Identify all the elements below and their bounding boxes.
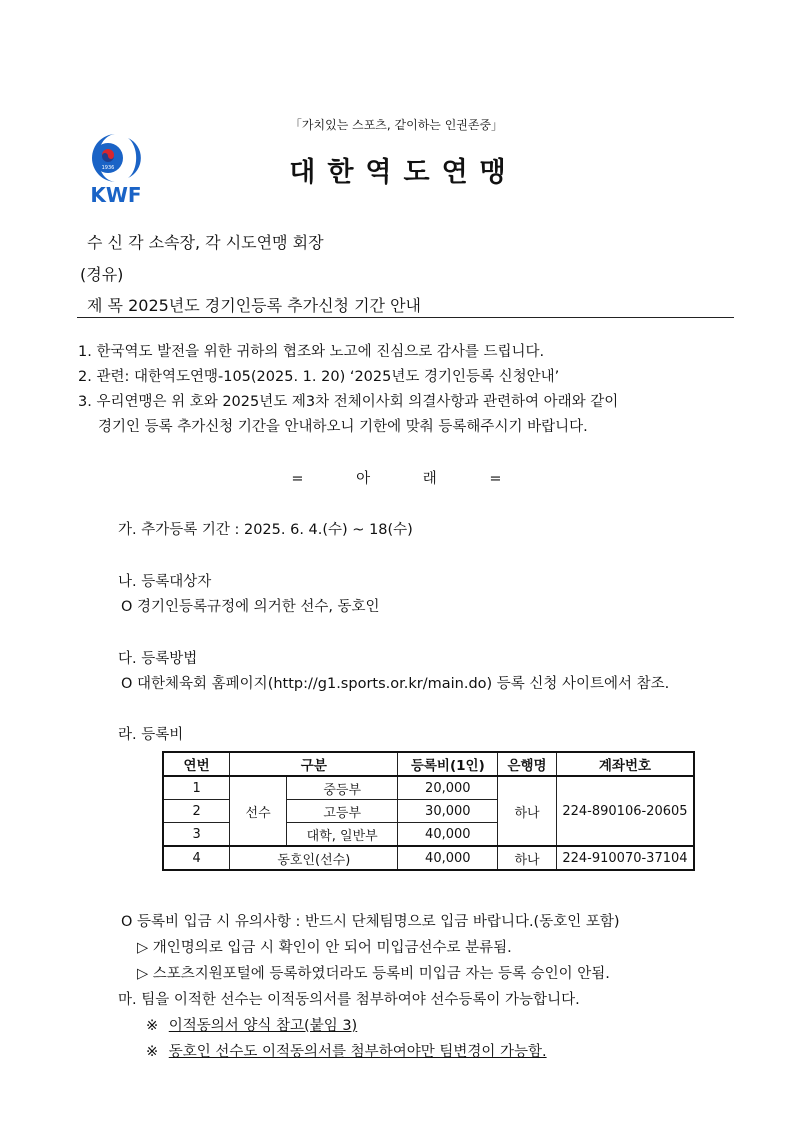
paragraph-3b: 경기인 등록 추가신청 기간을 안내하오니 기한에 맞춰 등록해주시기 바랍니다.: [98, 419, 588, 435]
paragraph-1: 1. 한국역도 발전을 위한 귀하의 협조와 노고에 진심으로 감사를 드립니다.: [78, 344, 545, 360]
row-no: 2: [163, 800, 230, 823]
section-ra-title: 라. 등록비: [118, 727, 184, 743]
reference-line-2: [146, 1040, 547, 1061]
row-subcategory: 중등부: [286, 776, 397, 800]
header-fee: 등록비(1인): [398, 752, 498, 776]
notice-left-mark: =: [291, 471, 304, 487]
player-account: 224-890106-20605: [556, 776, 694, 846]
reference-mark-1: ※: [146, 1018, 159, 1034]
header-divider: [77, 317, 734, 318]
row-fee: 40,000: [398, 846, 498, 870]
row-fee: 30,000: [398, 800, 498, 823]
logo-text: KWF: [90, 183, 142, 204]
slogan: 「가치있는 스포츠, 같이하는 인권존중」: [289, 118, 504, 132]
header-account: 계좌번호: [556, 752, 694, 776]
header-bank: 은행명: [498, 752, 557, 776]
table-header-row: [163, 752, 694, 776]
header-no: 연번: [163, 752, 230, 776]
via-line: (경유): [80, 265, 124, 284]
fee-table: [162, 751, 695, 871]
hobby-bank: 하나: [498, 846, 557, 870]
header-category: 구분: [230, 752, 398, 776]
organization-name: 대한역도연맹: [289, 157, 518, 188]
logo-year: 1936: [101, 165, 115, 171]
row-fee: 20,000: [398, 776, 498, 800]
table-row: [163, 776, 694, 800]
hobby-label: 동호인(선수): [230, 846, 398, 870]
recipient-line: 수 신 각 소속장, 각 시도연맹 회장: [87, 233, 324, 252]
section-na-title: 나. 등록대상자: [118, 574, 212, 590]
notice-heading: [0, 467, 793, 488]
section-da-title: 다. 등록방법: [118, 651, 198, 667]
notice-right-mark: =: [489, 471, 502, 487]
row-no: 3: [163, 823, 230, 847]
caution-item-1: ▷ 개인명의로 입금 시 확인이 안 되어 미입금선수로 분류됨.: [137, 940, 512, 956]
row-no: 1: [163, 776, 230, 800]
row-fee: 40,000: [398, 823, 498, 847]
row-no: 4: [163, 846, 230, 870]
subject-line: 제 목 2025년도 경기인등록 추가신청 기간 안내: [87, 296, 421, 315]
row-subcategory: 고등부: [286, 800, 397, 823]
paragraph-2: 2. 관련: 대한역도연맹-105(2025. 1. 20) ‘2025년도 경기인등록 신청안내’: [78, 369, 560, 385]
table-row: [163, 846, 694, 870]
reference-mark-2: ※: [146, 1044, 159, 1060]
player-label: 선수: [230, 776, 287, 846]
section-ma: 마. 팀을 이적한 선수는 이적동의서를 첨부하여야 선수등록이 가능합니다.: [118, 992, 580, 1008]
caution-line: O 등록비 입금 시 유의사항 : 반드시 단체팀명으로 입금 바랍니다.(동호인 포함): [121, 914, 620, 930]
section-na-item: O 경기인등록규정에 의거한 선수, 동호인: [121, 599, 380, 615]
reference-line-1: [146, 1014, 357, 1035]
caution-item-2: ▷ 스포츠지원포털에 등록하였더라도 등록비 미입금 자는 등록 승인이 안됨.: [137, 966, 610, 982]
row-subcategory: 대학, 일반부: [286, 823, 397, 847]
reference-text-2: 동호인 선수도 이적동의서를 첨부하여야만 팀변경이 가능함.: [168, 1044, 547, 1060]
hobby-account: 224-910070-37104: [556, 846, 694, 870]
player-bank: 하나: [498, 776, 557, 846]
notice-char-b: 래: [422, 471, 437, 487]
section-ga: 가. 추가등록 기간 : 2025. 6. 4.(수) ~ 18(수): [118, 522, 413, 538]
notice-char-a: 아: [356, 471, 371, 487]
paragraph-3a: 3. 우리연맹은 위 호와 2025년도 제3차 전체이사회 의결사항과 관련하여 아래와 같이: [78, 394, 619, 410]
section-da-item: O 대한체육회 홈페이지(http://g1.sports.or.kr/main.do) 등록 신청 사이트에서 참조.: [121, 676, 670, 692]
reference-text-1: 이적동의서 양식 참고(붙임 3): [168, 1018, 358, 1034]
